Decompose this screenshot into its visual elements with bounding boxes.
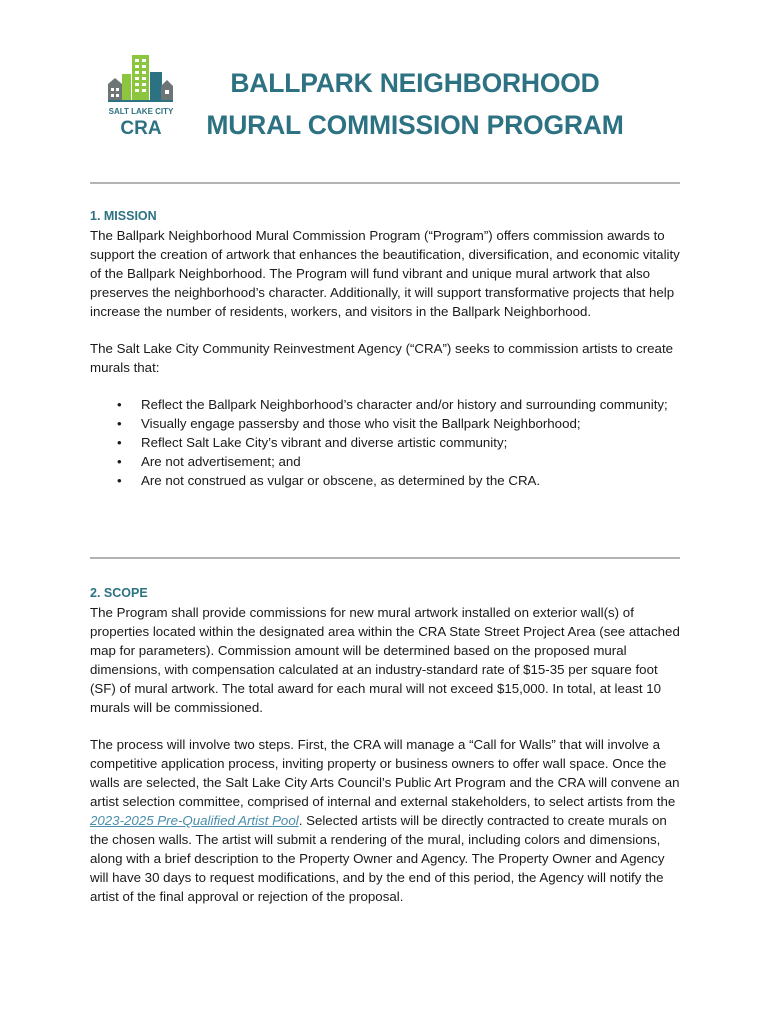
mission-section — [90, 207, 685, 490]
scope-paragraph-2 — [90, 735, 685, 906]
page-title — [190, 62, 640, 146]
title-line-2: MURAL COMMISSION PROGRAM — [206, 110, 624, 140]
logo-cra-text: CRA — [120, 118, 162, 139]
mission-paragraph-1: The Ballpark Neighborhood Mural Commission Program (“Program”) offers commission awards to support the creation of artwork that enhances the beautification, diversification, and economic vitality of the Ballpark Neighborhood. The Program will fund vibrant and unique mural artwork that also preserves the neighborhood’s character. Additionally, it will support transformative projects that help increase the number of residents, workers, and visitors in the Ballpark Neighborhood. — [90, 228, 680, 319]
list-item: • Are not advertisement; and — [90, 452, 685, 471]
scope-paragraph-2-start: The process will involve two steps. First, the CRA will manage a “Call for Walls” that will involve a competitive application process, inviting property or business owners to offer wall space. Once the walls are selected, the Salt Lake City Arts Council’s Public Art Program and the CRA will convene an artist selection committee, comprised of internal and external stakeholders, to select artists from the — [90, 737, 680, 809]
scope-heading: 2. SCOPE — [90, 586, 148, 600]
mission-paragraph-2: The Salt Lake City Community Reinvestment Agency (“CRA”) seeks to commission artists to create murals that: — [90, 341, 674, 375]
title-line-1: BALLPARK NEIGHBORHOOD — [230, 68, 600, 98]
divider-middle — [90, 557, 680, 559]
artist-pool-link[interactable]: 2023-2025 Pre-Qualified Artist Pool — [90, 813, 299, 828]
logo-city-text: SALT LAKE CITY — [108, 107, 174, 116]
list-item: • Are not construed as vulgar or obscene, as determined by the CRA. — [90, 471, 685, 490]
list-item: • Reflect Salt Lake City’s vibrant and diverse artistic community; — [90, 433, 685, 452]
cra-logo — [104, 50, 178, 140]
list-item: • Visually engage passersby and those who visit the Ballpark Neighborhood; — [90, 414, 685, 433]
scope-paragraph-1: The Program shall provide commissions for new mural artwork installed on exterior wall(s) of properties located within the designated area within the CRA State Street Project Area (see attached map for parameters). Commission amount will be determined based on the proposed mural dimensions, with compensation calculated at an industry-standard rate of $15-35 per square foot (SF) of mural artwork. The total award for each mural will not exceed $15,000. In total, at least 10 murals will be commissioned. — [90, 605, 680, 715]
scope-section — [90, 584, 685, 906]
cra-logo-graphic — [104, 50, 178, 140]
mission-heading: 1. MISSION — [90, 209, 157, 223]
list-item: • Reflect the Ballpark Neighborhood’s character and/or history and surrounding community; — [90, 395, 685, 414]
divider-top — [90, 182, 680, 184]
mission-criteria-list — [90, 395, 685, 490]
scope-paragraph-2-end: . Selected artists will be directly contracted to create murals on the chosen walls. The artist will submit a rendering of the mural, including colors and dimensions, along with a brief description to the Property Owner and Agency. The Property Owner and Agency will have 30 days to request modifications, and by the end of this period, the Agency will notify the artist of the final approval or rejection of the proposal. — [90, 813, 667, 904]
